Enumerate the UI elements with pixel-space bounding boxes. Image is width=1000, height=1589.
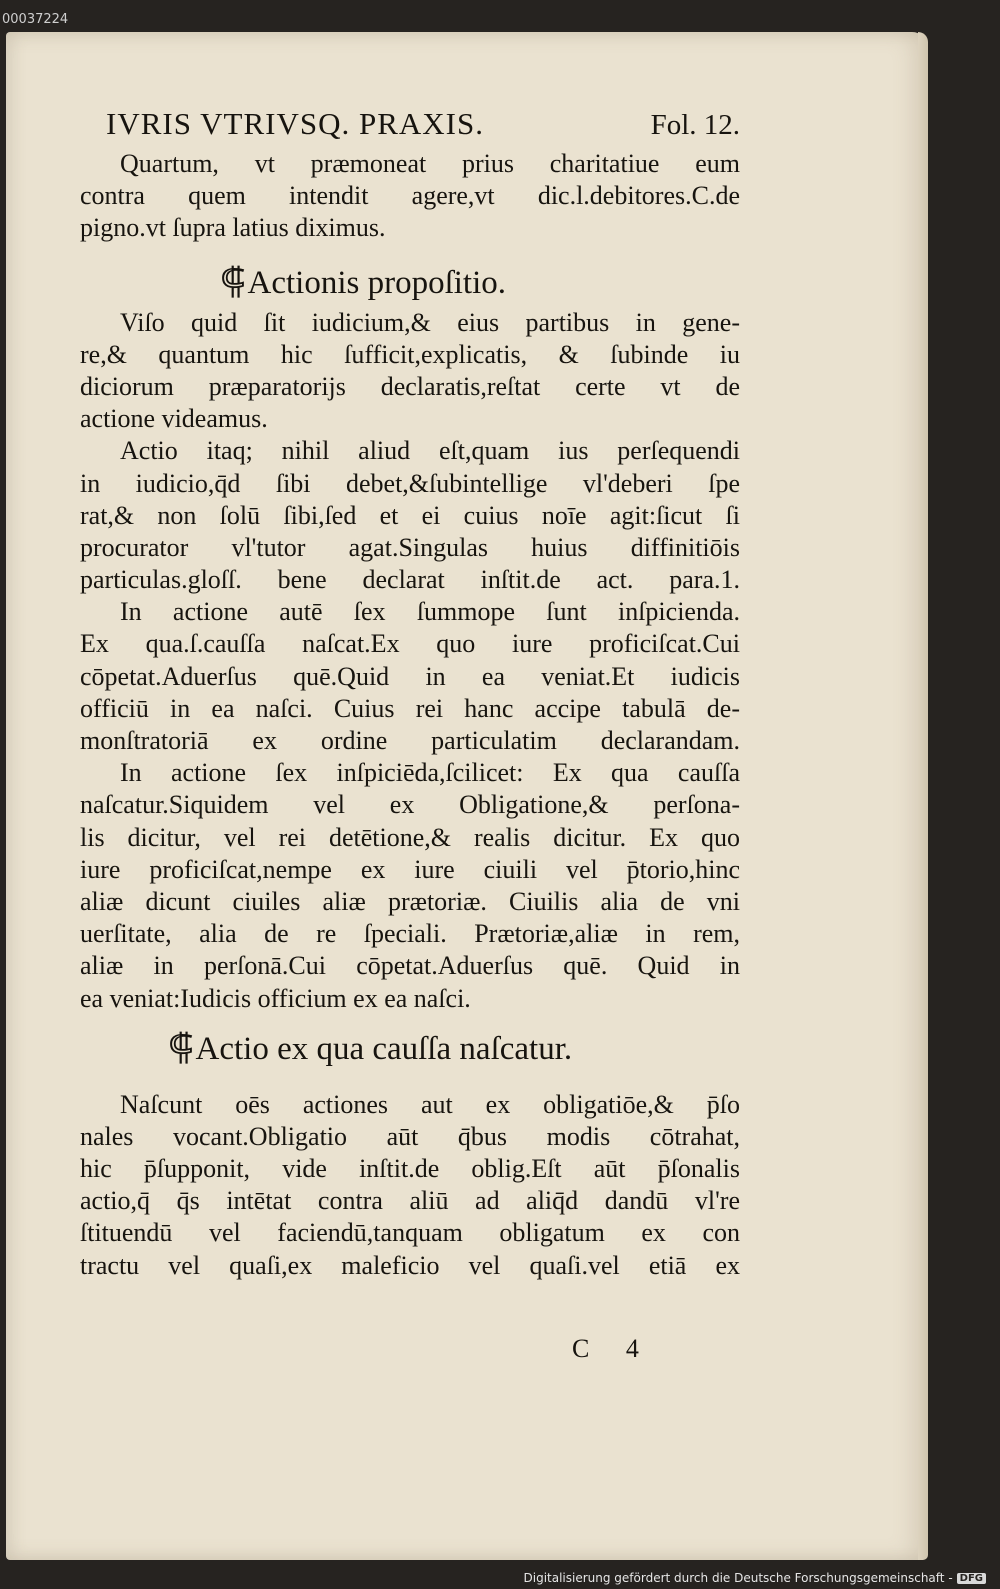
footer-credit (524, 1571, 987, 1585)
text-line: iure proficiſcat,nempe ex iure ciuili vel p̄torio,hinc (80, 854, 740, 884)
page-text (80, 108, 740, 1282)
section-heading-text: Actionis propoſitio. (247, 264, 507, 301)
text-line: rat,& non ſolū ſibi,ſed et ei cuius noīe agit:ſicut ſi (80, 500, 740, 530)
text-line: in iudicio,q̄d ſibi debet,&ſubintellige vl'deberi ſpe (80, 468, 740, 498)
pilcrow-icon: ⸿ (220, 260, 246, 301)
text-line: ea veniat:Iudicis officium ex ea naſci. (80, 983, 471, 1013)
text-line: In actione ſex inſpiciēda,ſcilicet: Ex qua cauſſa (120, 758, 740, 788)
text-line: In actione autē ſex ſummope ſunt inſpicienda. (120, 597, 740, 627)
text-line: Ex qua.ſ.cauſſa naſcat.Ex quo iure proficiſcat.Cui (80, 629, 740, 659)
running-head (106, 108, 740, 148)
scan-id: 00037224 (2, 12, 69, 27)
section-heading (168, 1021, 740, 1073)
text-line: actio,q̄ q̄s intētat contra aliū ad aliq̄d dandū vl're (80, 1186, 740, 1216)
text-line: aliæ dicunt ciuiles aliæ prætoriæ. Ciuilis alia de vni (80, 886, 740, 916)
text-line: Naſcunt oēs actiones aut ex obligatiōe,& p̄ſo (120, 1089, 740, 1119)
text-line: contra quem intendit agere,vt dic.l.debitores.C.de (80, 181, 740, 211)
paragraph-block-1 (80, 148, 740, 245)
footer-credit-text: Digitalisierung gefördert durch die Deutsche Forschungsgemeinschaft - (523, 1571, 953, 1585)
text-line: actione videamus. (80, 404, 268, 434)
paragraph-block-3 (80, 1089, 740, 1282)
paragraph-block-2 (80, 307, 740, 1015)
folio-number: Fol. 12. (650, 109, 740, 141)
text-line: cōpetat.Aduerſus quē.Quid in ea veniat.Et iudicis (80, 661, 740, 691)
text-line: officiū in ea naſci. Cuius rei hanc accipe tabulā de- (80, 693, 740, 723)
text-line: pigno.vt ſupra latius diximus. (80, 213, 386, 243)
text-line: procurator vl'tutor agat.Singulas huius diffinitiōis (80, 532, 740, 562)
text-line: naſcatur.Siquidem vel ex Obligatione,& perſona- (80, 790, 740, 820)
text-line: particulas.gloſſ. bene declarat inſtit.de act. para.1. (80, 565, 740, 595)
text-line: re,& quantum hic ſufficit,explicatis, & ſubinde iu (80, 339, 740, 369)
pilcrow-icon: ⸿ (168, 1026, 194, 1067)
text-line: nales vocant.Obligatio aūt q̄bus modis cōtrahat, (80, 1121, 740, 1151)
text-line: monſtratoriā ex ordine particulatim declarandam. (80, 726, 740, 755)
text-line: uerſitate, alia de re ſpeciali. Prætoriæ,aliæ in rem, (80, 919, 740, 949)
text-line: Actio itaq; nihil aliud eſt,quam ius perſequendi (120, 436, 740, 466)
text-line: Quartum, vt præmoneat prius charitatiue eum (120, 149, 740, 178)
section-heading (220, 255, 740, 307)
text-line: Viſo quid ſit iudicium,& eius partibus in gene- (120, 307, 740, 337)
dfg-logo[interactable]: DFG (957, 1573, 986, 1584)
text-line: aliæ in perſonā.Cui cōpetat.Aduerſus quē. Quid in (80, 951, 740, 981)
book-page (6, 32, 928, 1560)
text-line: tractu vel quaſi,ex maleficio vel quaſi.vel etiā ex (80, 1250, 740, 1280)
catchword: C 4 (572, 1334, 639, 1363)
text-line: lis dicitur, vel rei detētione,& realis dicitur. Ex quo (80, 822, 740, 852)
text-line: hic p̄ſupponit, vide inſtit.de oblig.Eſt aūt p̄ſonalis (80, 1154, 740, 1184)
running-head-title: IVRIS VTRIVSQ. PRAXIS. (106, 106, 484, 141)
section-heading-text: Actio ex qua cauſſa naſcatur. (195, 1030, 573, 1067)
text-line: ſtituendū vel faciendū,tanquam obligatum ex con (80, 1218, 740, 1248)
text-line: diciorum præparatorijs declaratis,reſtat certe vt de (80, 371, 740, 401)
